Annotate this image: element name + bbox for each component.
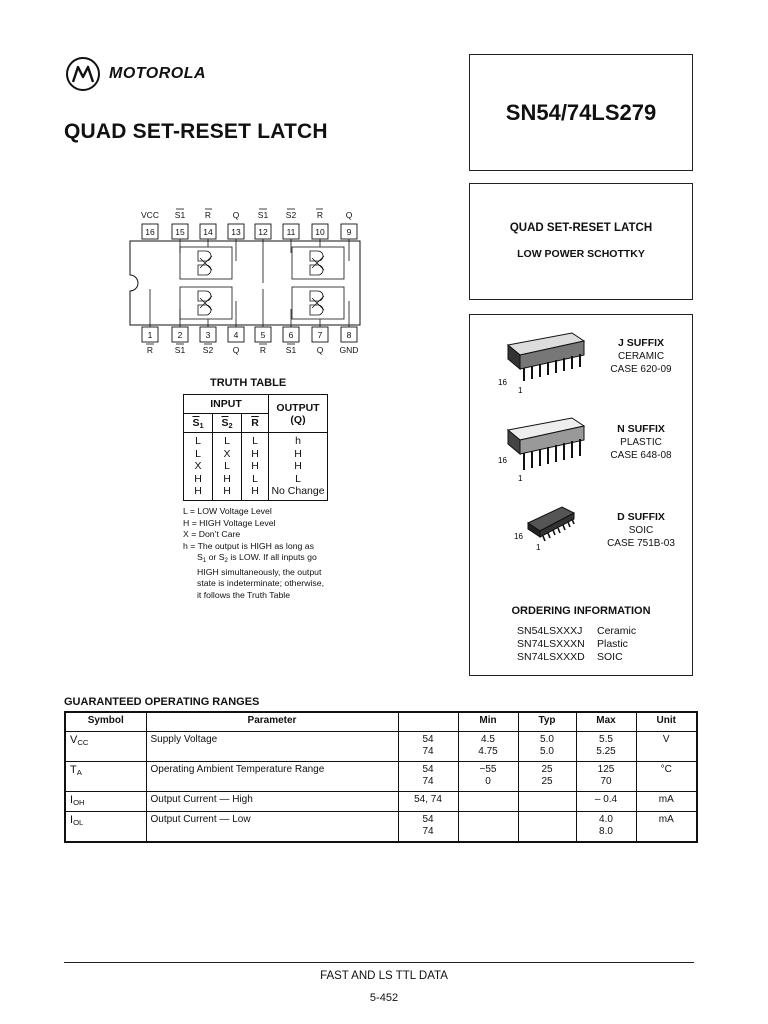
plastic-dip-package-icon xyxy=(492,410,592,490)
svg-text:1: 1 xyxy=(518,474,523,483)
note-high: H = HIGH Voltage Level xyxy=(183,517,276,528)
pin-label-top-9: Q xyxy=(345,210,353,220)
svg-text:16: 16 xyxy=(514,532,523,541)
pin-label-bottom-3: S2 xyxy=(202,345,214,355)
pin-number-8: 8 xyxy=(346,330,352,340)
pin-label-bottom-7: Q xyxy=(316,345,324,355)
note-low: L = LOW Voltage Level xyxy=(183,506,272,516)
description-box xyxy=(469,183,693,300)
truth-table-notes xyxy=(183,506,363,601)
part-number-box xyxy=(469,54,693,171)
package-j-info: J SUFFIX CERAMIC CASE 620-09 xyxy=(610,337,672,375)
footer-divider xyxy=(64,962,694,963)
pin-label-bottom-5: R xyxy=(259,345,267,355)
pin-label-top-13: Q xyxy=(232,210,240,220)
tt-col-output-values: h H H L No Change xyxy=(269,433,328,501)
ordering-info-list xyxy=(517,625,636,664)
note-h-line3: HIGH simultaneously, the output xyxy=(197,566,322,577)
pin-number-12: 12 xyxy=(258,227,268,237)
pin-number-15: 15 xyxy=(175,227,185,237)
motorola-batwing-icon xyxy=(66,57,100,91)
operating-ranges-title: GUARANTEED OPERATING RANGES xyxy=(64,696,260,708)
output-header: OUTPUT (Q) xyxy=(269,395,328,433)
motorola-logo xyxy=(66,57,206,91)
pin-number-5: 5 xyxy=(260,330,266,340)
col-s1: $\overline{S}_1$ xyxy=(184,414,213,433)
footer-title: FAST AND LS TTL DATA xyxy=(320,970,448,982)
soic-package-icon xyxy=(510,495,590,560)
svg-text:16: 16 xyxy=(498,456,507,465)
note-h-line1: h = The output is HIGH as long as xyxy=(183,540,314,551)
tt-col-s1-values: L L X H H xyxy=(184,433,213,501)
note-h-line4: state is indeterminate; otherwise, xyxy=(197,578,324,588)
brand-name: MOTOROLA xyxy=(109,65,207,82)
ordering-item: SN74LSXXXN Plastic xyxy=(517,638,628,650)
svg-text:1: 1 xyxy=(518,386,523,395)
truth-table xyxy=(183,394,328,501)
package-box xyxy=(469,314,693,676)
svg-text:1: 1 xyxy=(536,543,541,552)
input-header: INPUT xyxy=(184,395,269,414)
pin-label-top-16: VCC xyxy=(141,210,159,220)
tt-col-r-values: L H H L H xyxy=(242,433,269,501)
note-h-line5: it follows the Truth Table xyxy=(197,589,291,600)
tt-col-s2-values: L X L H H xyxy=(213,433,242,501)
pinout-diagram xyxy=(120,205,370,360)
pin-label-top-15: S1 xyxy=(174,210,186,220)
pin-number-6: 6 xyxy=(288,330,294,340)
batwing-icon xyxy=(71,64,95,84)
pin-label-bottom-1: R xyxy=(146,345,154,355)
svg-text:16: 16 xyxy=(498,378,507,387)
note-h-line2: $S_1$ or $S_2$ is LOW. If all inputs go xyxy=(197,552,317,564)
col-s2: $\overline{S}_2$ xyxy=(213,414,242,433)
table-row: $V_{CC}$ Supply Voltage 54 74 4.5 4.75 5.0 5.0 5.5 5.25 V xyxy=(65,732,697,762)
note-dont-care: X = Don’t Care xyxy=(183,529,241,539)
part-number: SN54/74LS279 xyxy=(505,99,657,125)
pin-number-7: 7 xyxy=(317,330,323,340)
table-row: $I_{OL}$ Output Current — Low 54 74 4.0 8.0 mA xyxy=(65,812,697,842)
pin-number-11: 11 xyxy=(286,227,296,237)
truth-table-title: TRUTH TABLE xyxy=(210,377,287,389)
ordering-item: SN54LSXXXJ Ceramic xyxy=(517,625,637,637)
pin-label-bottom-2: S1 xyxy=(174,345,186,355)
table-row: $T_A$ Operating Ambient Temperature Range 54 74 −55 0 25 25 125 70 °C xyxy=(65,762,697,792)
pin-number-10: 10 xyxy=(315,227,325,237)
pin-number-1: 1 xyxy=(147,330,153,340)
pin-label-top-10: R xyxy=(316,210,324,220)
pin-number-16: 16 xyxy=(145,227,155,237)
package-n-info: N SUFFIX PLASTIC CASE 648-08 xyxy=(610,423,672,461)
operating-ranges-table xyxy=(64,711,698,843)
page-number: 5-452 xyxy=(369,992,399,1004)
pin-number-14: 14 xyxy=(203,227,213,237)
pin-label-bottom-4: Q xyxy=(232,345,240,355)
pin-label-top-12: S1 xyxy=(257,210,269,220)
ceramic-dip-package-icon xyxy=(492,325,592,400)
package-d-info: D SUFFIX SOIC CASE 751B-03 xyxy=(607,511,675,549)
pin-number-9: 9 xyxy=(346,227,352,237)
pin-number-4: 4 xyxy=(233,330,239,340)
page-title: QUAD SET-RESET LATCH xyxy=(64,120,328,143)
pin-number-2: 2 xyxy=(177,330,183,340)
ordering-item: SN74LSXXXD SOIC xyxy=(517,651,623,663)
pin-label-top-11: S2 xyxy=(285,210,297,220)
ordering-info-title: ORDERING INFORMATION xyxy=(511,605,651,617)
description-line1: QUAD SET-RESET LATCH xyxy=(509,222,653,234)
table-row: $I_{OH}$ Output Current — High 54, 74 – 0.4 mA xyxy=(65,792,697,812)
description-line2: LOW POWER SCHOTTKY xyxy=(517,248,645,260)
pin-label-top-14: R xyxy=(204,210,212,220)
col-r: $\overline{R}$ xyxy=(242,414,269,433)
table-header-row: Symbol Parameter Min Typ Max Unit xyxy=(65,712,697,732)
pin-label-bottom-6: S1 xyxy=(285,345,297,355)
pin-number-3: 3 xyxy=(205,330,211,340)
ic-package-outline xyxy=(130,241,360,325)
pin-label-bottom-8: GND xyxy=(339,345,359,355)
pin-number-13: 13 xyxy=(231,227,241,237)
